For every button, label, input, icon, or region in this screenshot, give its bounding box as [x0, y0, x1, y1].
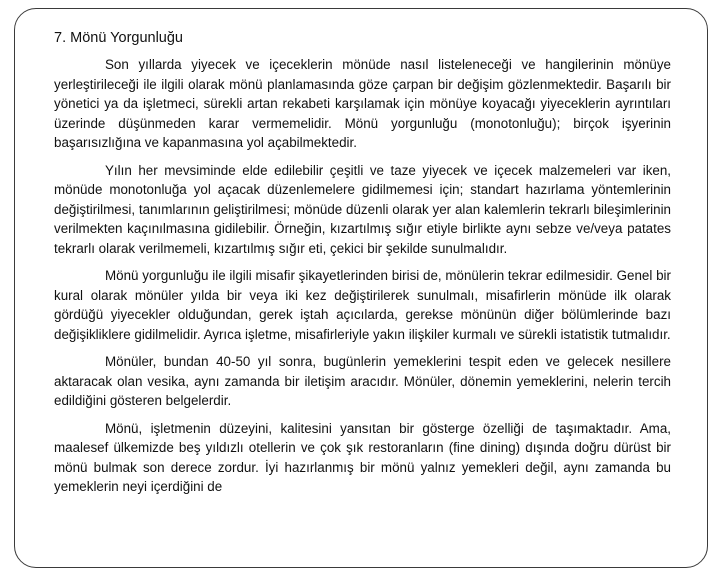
paragraph-2: Yılın her mevsiminde elde edilebilir çeşitli ve taze yiyecek ve içecek malzemeleri var iken, mönüde monotonluğa yol açacak düzenlemelere gidilmemesi için; standart hazırlama yöntemlerinin değiştirilmesi, tanımlarının geliştirilmesi; mönüde düzenli olarak yer alan kalemlerin tekrarlı bileşimlerinin verilmekten kaçınılmasına gidilebilir. Örneğin, kızartılmış sığır etiyle birlikte aynı sebze ve/veya patates tekrarlı olarak verilmemeli, kızartılmış sığır eti, çekici bir şekilde sunulmalıdır.: [54, 162, 671, 256]
document-body: [54, 28, 671, 505]
paragraph-3: Mönü yorgunluğu ile ilgili misafir şikayetlerinden birisi de, mönülerin tekrar edilmesidir. Genel bir kural olarak mönüler yılda bir veya iki kez değiştirilerek sunulmalı, misafirlerin mönüde ilk olarak gördüğü yiyecekler olduğundan, gerek iştah açıcılarda, gerekse mönünün diğer bölümlerinde bazı değişikliklere gidilmelidir. Ayrıca işletme, misafirleriyle yakın ilişkiler kurmalı ve sürekli istatistik tutmalıdır.: [54, 268, 671, 342]
paragraph-4: Mönüler, bundan 40-50 yıl sonra, bugünlerin yemeklerini tespit eden ve gelecek nesillere aktaracak olan vesika, aynı zamanda bir iletişim aracıdır. Mönüler, dönemin yemeklerini, nelerin tercih edildiğini gösteren belgelerdir.: [54, 354, 671, 408]
paragraph-1: Son yıllarda yiyecek ve içeceklerin mönüde nasıl listeleneceği ve hangilerinin mönüye yerleştirileceği ile ilgili olarak mönü planlamasında göze çarpan bir değişim gözlenmektedir. Başarılı bir yönetici ya da işletmeci, sürekli artan rekabeti karşılamak için mönüye koyacağı yiyeceklerin ayrıntıları üzerinde düşünmeden karar vermemelidir. Mönü yorgunluğu (monotonluğu); birçok işyerinin başarısızlığına ve kapanmasına yol açabilmektedir.: [54, 57, 671, 150]
paragraph-5: Mönü, işletmenin düzeyini, kalitesini yansıtan bir gösterge özelliği de taşımaktadır. Ama, maalesef ülkemizde beş yıldızlı otellerin ve çok şık restoranların (fine dining) dışında doğru dürüst bir mönü bulmak son derece zordur. İyi hazırlanmış bir mönü yalnız yemekleri değil, aynı zamanda bu yemeklerin neyi içerdiğini de: [54, 420, 671, 494]
section-title: 7. Mönü Yorgunluğu: [54, 30, 183, 46]
